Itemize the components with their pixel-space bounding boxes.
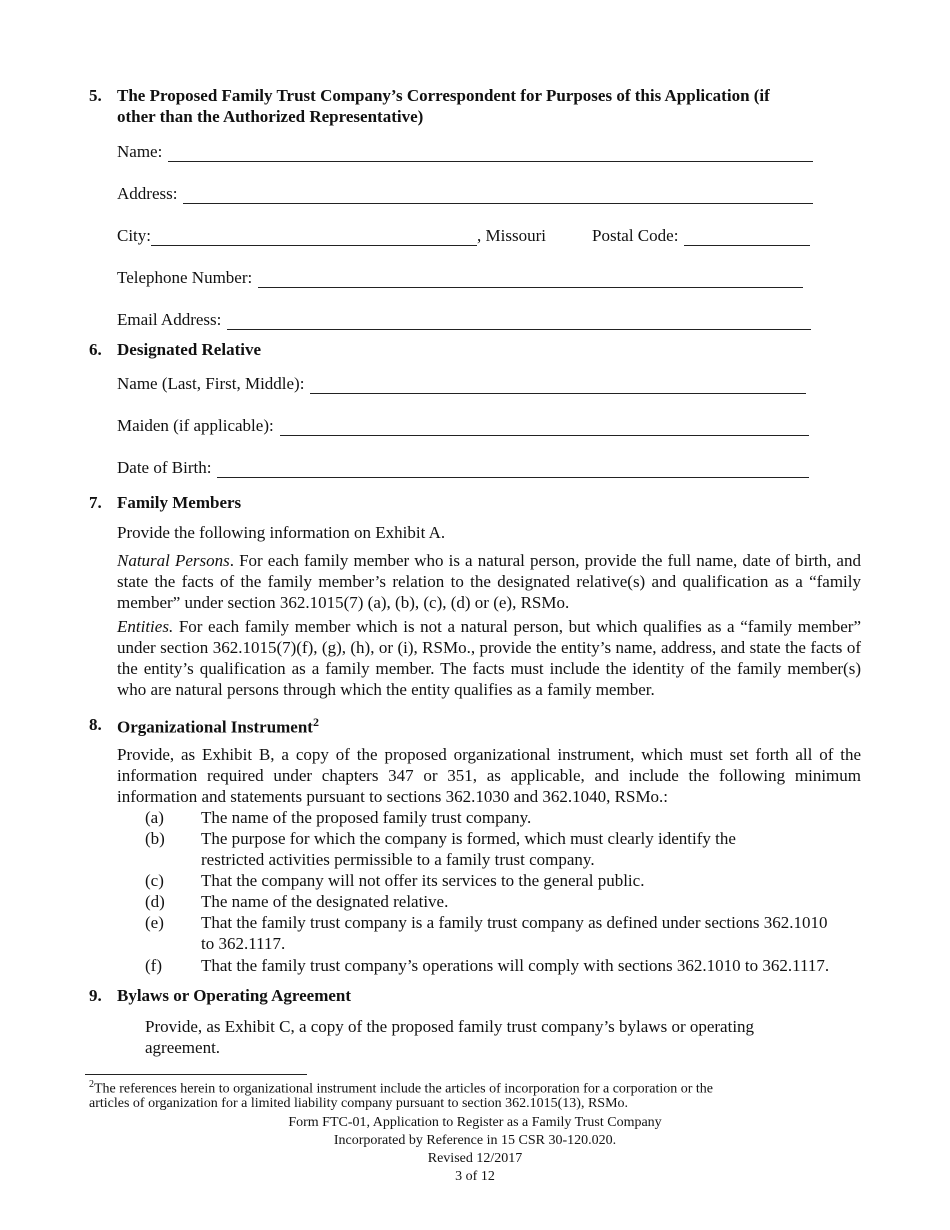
relative-name-input-line[interactable] — [310, 392, 806, 394]
correspondent-postal-input-line[interactable] — [684, 244, 810, 246]
entities-text: For each family member which is not a natural person, but which qualifies as a “family member” under section 362.1015(7)(f), (g), (h), or (i), RSMo., provide the entity’s name, address, and state the facts of the entity’s qualification as a family member. The facts must include the identity of the family member(s) who are natural persons through which the entity qualifies as a family member. — [117, 617, 861, 699]
list-item-text-cont: restricted activities permissible to a family trust company. — [201, 850, 595, 869]
footnote-line1: The references herein to organizational instrument include the articles of incorporation for a corporation or the — [94, 1081, 713, 1097]
correspondent-address-field[interactable] — [117, 182, 813, 204]
list-item-label: (d) — [145, 892, 165, 911]
section-5-number: 5. — [89, 86, 102, 105]
correspondent-postal-field[interactable] — [592, 224, 810, 246]
relative-dob-input-line[interactable] — [217, 476, 809, 478]
footer-page-number: 3 of 12 — [455, 1169, 495, 1184]
correspondent-phone-field[interactable] — [117, 266, 803, 288]
list-item-label: (b) — [145, 829, 165, 848]
correspondent-name-input-line[interactable] — [168, 160, 813, 162]
correspondent-name-label: Name: — [117, 142, 163, 161]
relative-maiden-field[interactable] — [117, 414, 809, 436]
list-item-text: The purpose for which the company is formed, which must clearly identify the — [201, 829, 736, 848]
correspondent-phone-input-line[interactable] — [258, 286, 803, 288]
list-item-text-cont: to 362.1117. — [201, 934, 286, 953]
correspondent-address-input-line[interactable] — [183, 202, 813, 204]
relative-maiden-label: Maiden (if applicable): — [117, 416, 274, 435]
natural-persons-paragraph — [117, 550, 861, 613]
correspondent-postal-label: Postal Code: — [592, 226, 679, 245]
correspondent-city-field[interactable] — [117, 224, 546, 246]
correspondent-email-label: Email Address: — [117, 310, 222, 329]
natural-persons-text: . For each family member who is a natural person, provide the full name, date of birth, and state the facts of the family member’s relation to the designated relative(s) and qualification as a “family member” under section 362.1015(7) (a), (b), (c), (d) or (e), RSMo. — [117, 551, 861, 612]
section-5-heading-line2: other than the Authorized Representative) — [117, 107, 424, 126]
entities-paragraph — [117, 616, 861, 700]
section-9-heading: Bylaws or Operating Agreement — [117, 986, 352, 1005]
relative-maiden-input-line[interactable] — [280, 434, 809, 436]
relative-name-field[interactable] — [117, 372, 806, 394]
section-9-text-line1: Provide, as Exhibit C, a copy of the proposed family trust company’s bylaws or operating — [145, 1017, 755, 1036]
correspondent-city-label: City: — [117, 226, 152, 245]
section-8-intro: Provide, as Exhibit B, a copy of the proposed organizational instrument, which must set forth all of the information required under chapters 347 or 351, as applicable, and include the following minimum information and statements pursuant to sections 362.1030 and 362.1040, RSMo.: — [117, 745, 861, 806]
section-8-number: 8. — [89, 715, 102, 734]
list-item-label: (f) — [145, 956, 162, 975]
section-6-number: 6. — [89, 340, 102, 359]
footnote-divider — [85, 1074, 307, 1075]
relative-dob-field[interactable] — [117, 456, 809, 478]
section-7-intro: Provide the following information on Exhibit A. — [117, 523, 446, 542]
footnote-line2: articles of organization for a limited liability company pursuant to section 362.1015(13), RSMo. — [89, 1096, 629, 1111]
list-item-text: That the family trust company is a family trust company as defined under sections 362.1010 — [201, 913, 828, 932]
correspondent-name-field[interactable] — [117, 140, 813, 162]
relative-name-label: Name (Last, First, Middle): — [117, 374, 305, 393]
list-item-label: (c) — [145, 871, 164, 890]
correspondent-email-field[interactable] — [117, 308, 811, 330]
section-9-number: 9. — [89, 986, 102, 1005]
footer-revised: Revised 12/2017 — [427, 1151, 523, 1166]
section-6-heading: Designated Relative — [117, 340, 262, 359]
section-8-heading-wrap — [117, 715, 319, 738]
list-item-label: (a) — [145, 808, 164, 827]
list-item-text: That the company will not offer its services to the general public. — [201, 871, 645, 890]
section-8-heading: Organizational Instrument — [117, 717, 313, 737]
relative-dob-label: Date of Birth: — [117, 458, 212, 477]
correspondent-city-input-line[interactable] — [151, 244, 477, 246]
correspondent-address-label: Address: — [117, 184, 178, 203]
list-item-text: The name of the proposed family trust company. — [201, 808, 532, 827]
entities-title: Entities. — [117, 617, 174, 636]
section-9-text-line2: agreement. — [145, 1038, 221, 1057]
footnote-marker: 2 — [89, 1079, 94, 1090]
section-7-heading: Family Members — [117, 493, 242, 512]
section-7-number: 7. — [89, 493, 102, 512]
section-5-heading-line1: The Proposed Family Trust Company’s Correspondent for Purposes of this Application (if — [117, 86, 770, 105]
list-item-text: That the family trust company’s operations will comply with sections 362.1010 to 362.1117. — [201, 956, 830, 975]
correspondent-state-text: , Missouri — [477, 226, 546, 245]
footer-form-title: Form FTC-01, Application to Register as a Family Trust Company — [288, 1115, 662, 1130]
correspondent-email-input-line[interactable] — [227, 328, 811, 330]
section-8-footnote-ref: 2 — [312, 715, 319, 729]
natural-persons-title: Natural Persons — [117, 551, 230, 570]
list-item-text: The name of the designated relative. — [201, 892, 449, 911]
footer-incorporated: Incorporated by Reference in 15 CSR 30-120.020. — [333, 1133, 617, 1148]
list-item-label: (e) — [145, 913, 164, 932]
correspondent-phone-label: Telephone Number: — [117, 268, 253, 287]
